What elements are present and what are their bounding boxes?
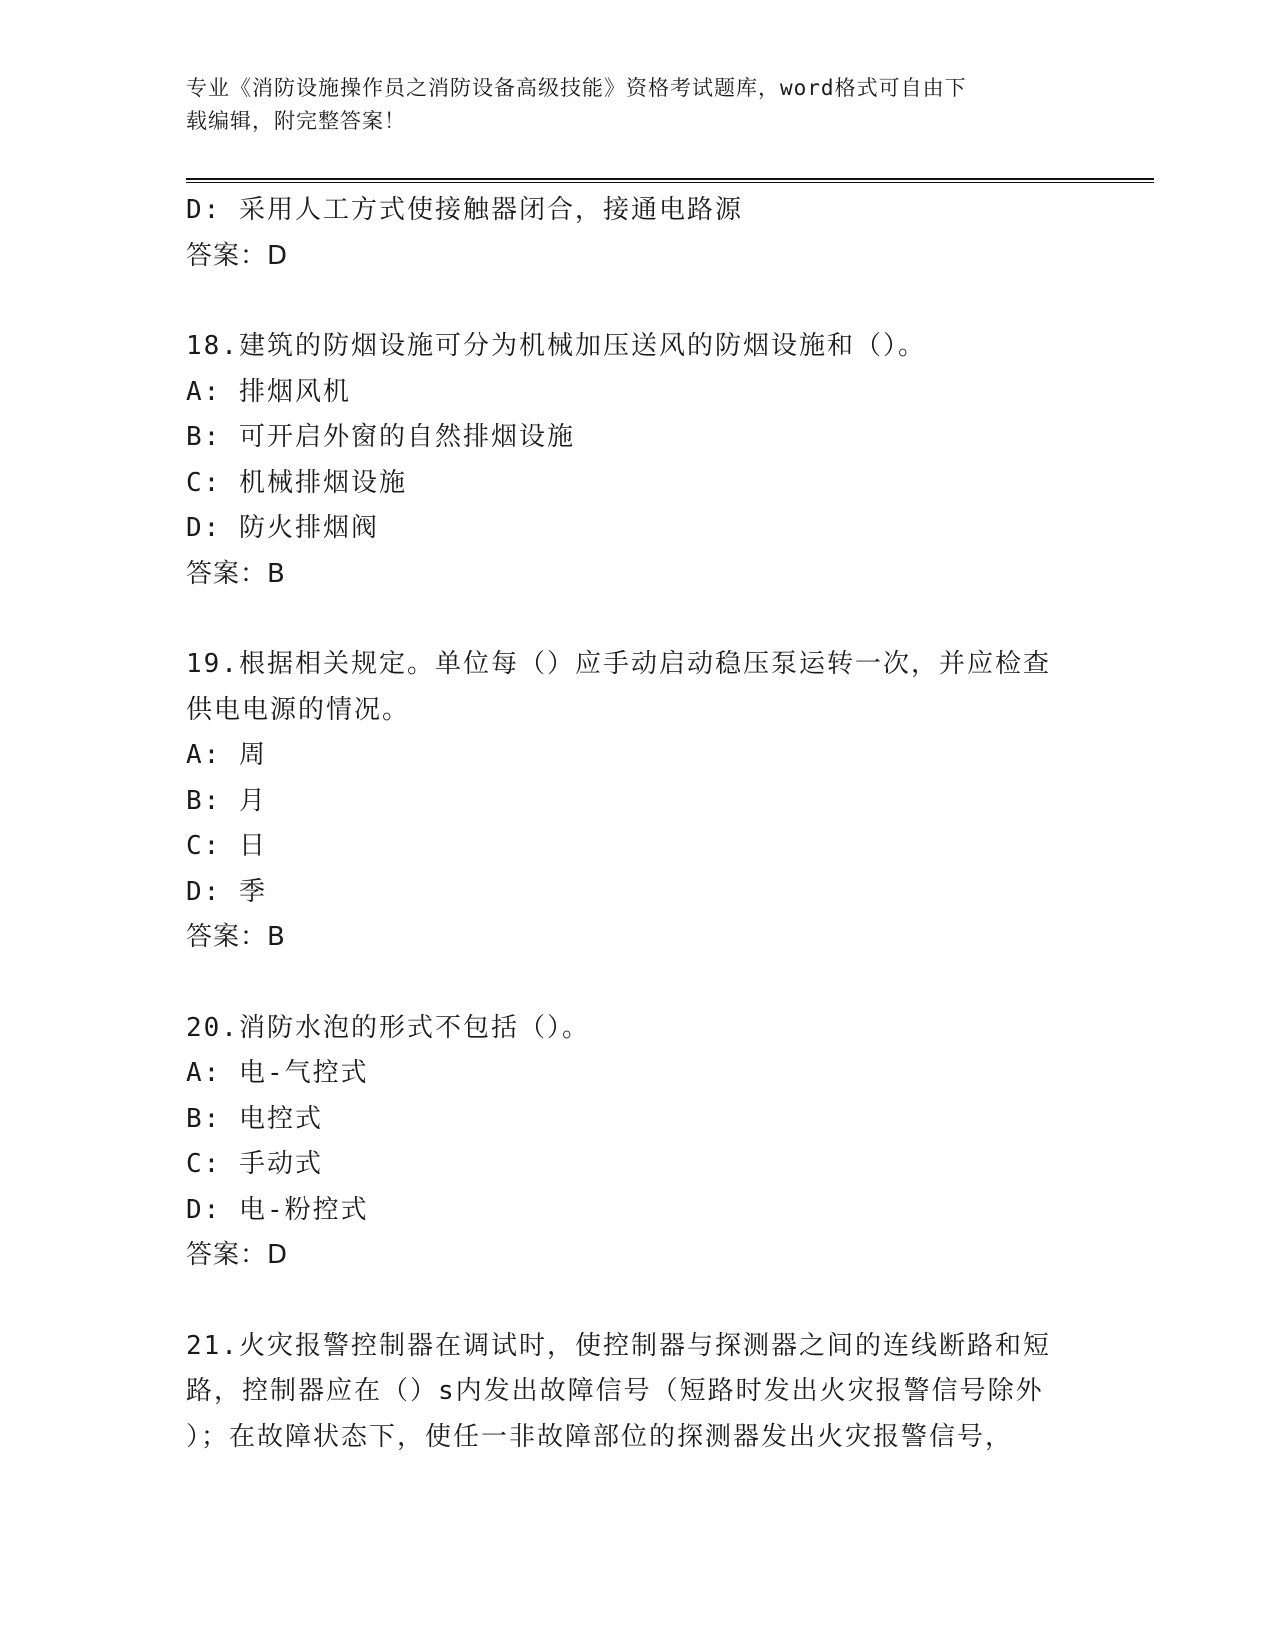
q18-option-c: C: 机械排烟设施 [186,467,407,498]
q21-question-line-3: ）；在故障状态下，使任一非故障部位的探测器发出火灾报警信号， [186,1421,1014,1452]
spacer [186,597,1096,642]
q21-question-line-2: 路，控制器应在（）s内发出故障信号（短路时发出火灾报警信号除外 [186,1376,1044,1406]
header-line-2: 载编辑，附完整答案！ [186,109,406,133]
spacer [186,961,1096,1006]
q18-option-a: A: 排烟风机 [186,376,351,407]
q18-question: 18.建筑的防烟设施可分为机械加压送风的防烟设施和（）。 [186,331,926,361]
q21-question-line-1: 21.火灾报警控制器在调试时，使控制器与探测器之间的连线断路和短 [186,1330,1051,1361]
q20-option-d: D: 电-粉控式 [186,1194,369,1225]
q20-option-c: C: 手动式 [186,1149,323,1179]
q19-option-c: C: 日 [186,831,267,861]
q19-question-line-2: 供电电源的情况。 [186,694,411,725]
q20-option-b: B: 电控式 [186,1103,323,1134]
q18-option-d: D: 防火排烟阀 [186,513,379,543]
q20-option-a: A: 电-气控式 [186,1058,369,1088]
q19-answer: 答案：B [186,922,286,952]
q18-option-b: B: 可开启外窗的自然排烟设施 [186,422,575,452]
prev-option-d: D: 采用人工方式使接触器闭合，接通电路源 [186,195,743,225]
q20-question: 20.消防水泡的形式不包括（）。 [186,1012,590,1043]
q18-answer: 答案：B [186,558,286,589]
spacer [186,279,1096,324]
q19-option-b: B: 月 [186,785,267,816]
question-list [186,188,1096,1460]
spacer [186,1279,1096,1324]
header-line-1: 专业《消防设施操作员之消防设备高级技能》资格考试题库，word格式可自由下 [186,76,967,100]
q19-option-a: A: 周 [186,740,267,770]
prev-answer: 答案：D [186,240,289,271]
q19-question-line-1: 19.根据相关规定。单位每（）应手动启动稳压泵运转一次，并应检查 [186,649,1051,679]
header-divider [186,178,1154,183]
q19-option-d: D: 季 [186,876,267,907]
document-header [186,72,1086,138]
q20-answer: 答案：D [186,1240,289,1270]
